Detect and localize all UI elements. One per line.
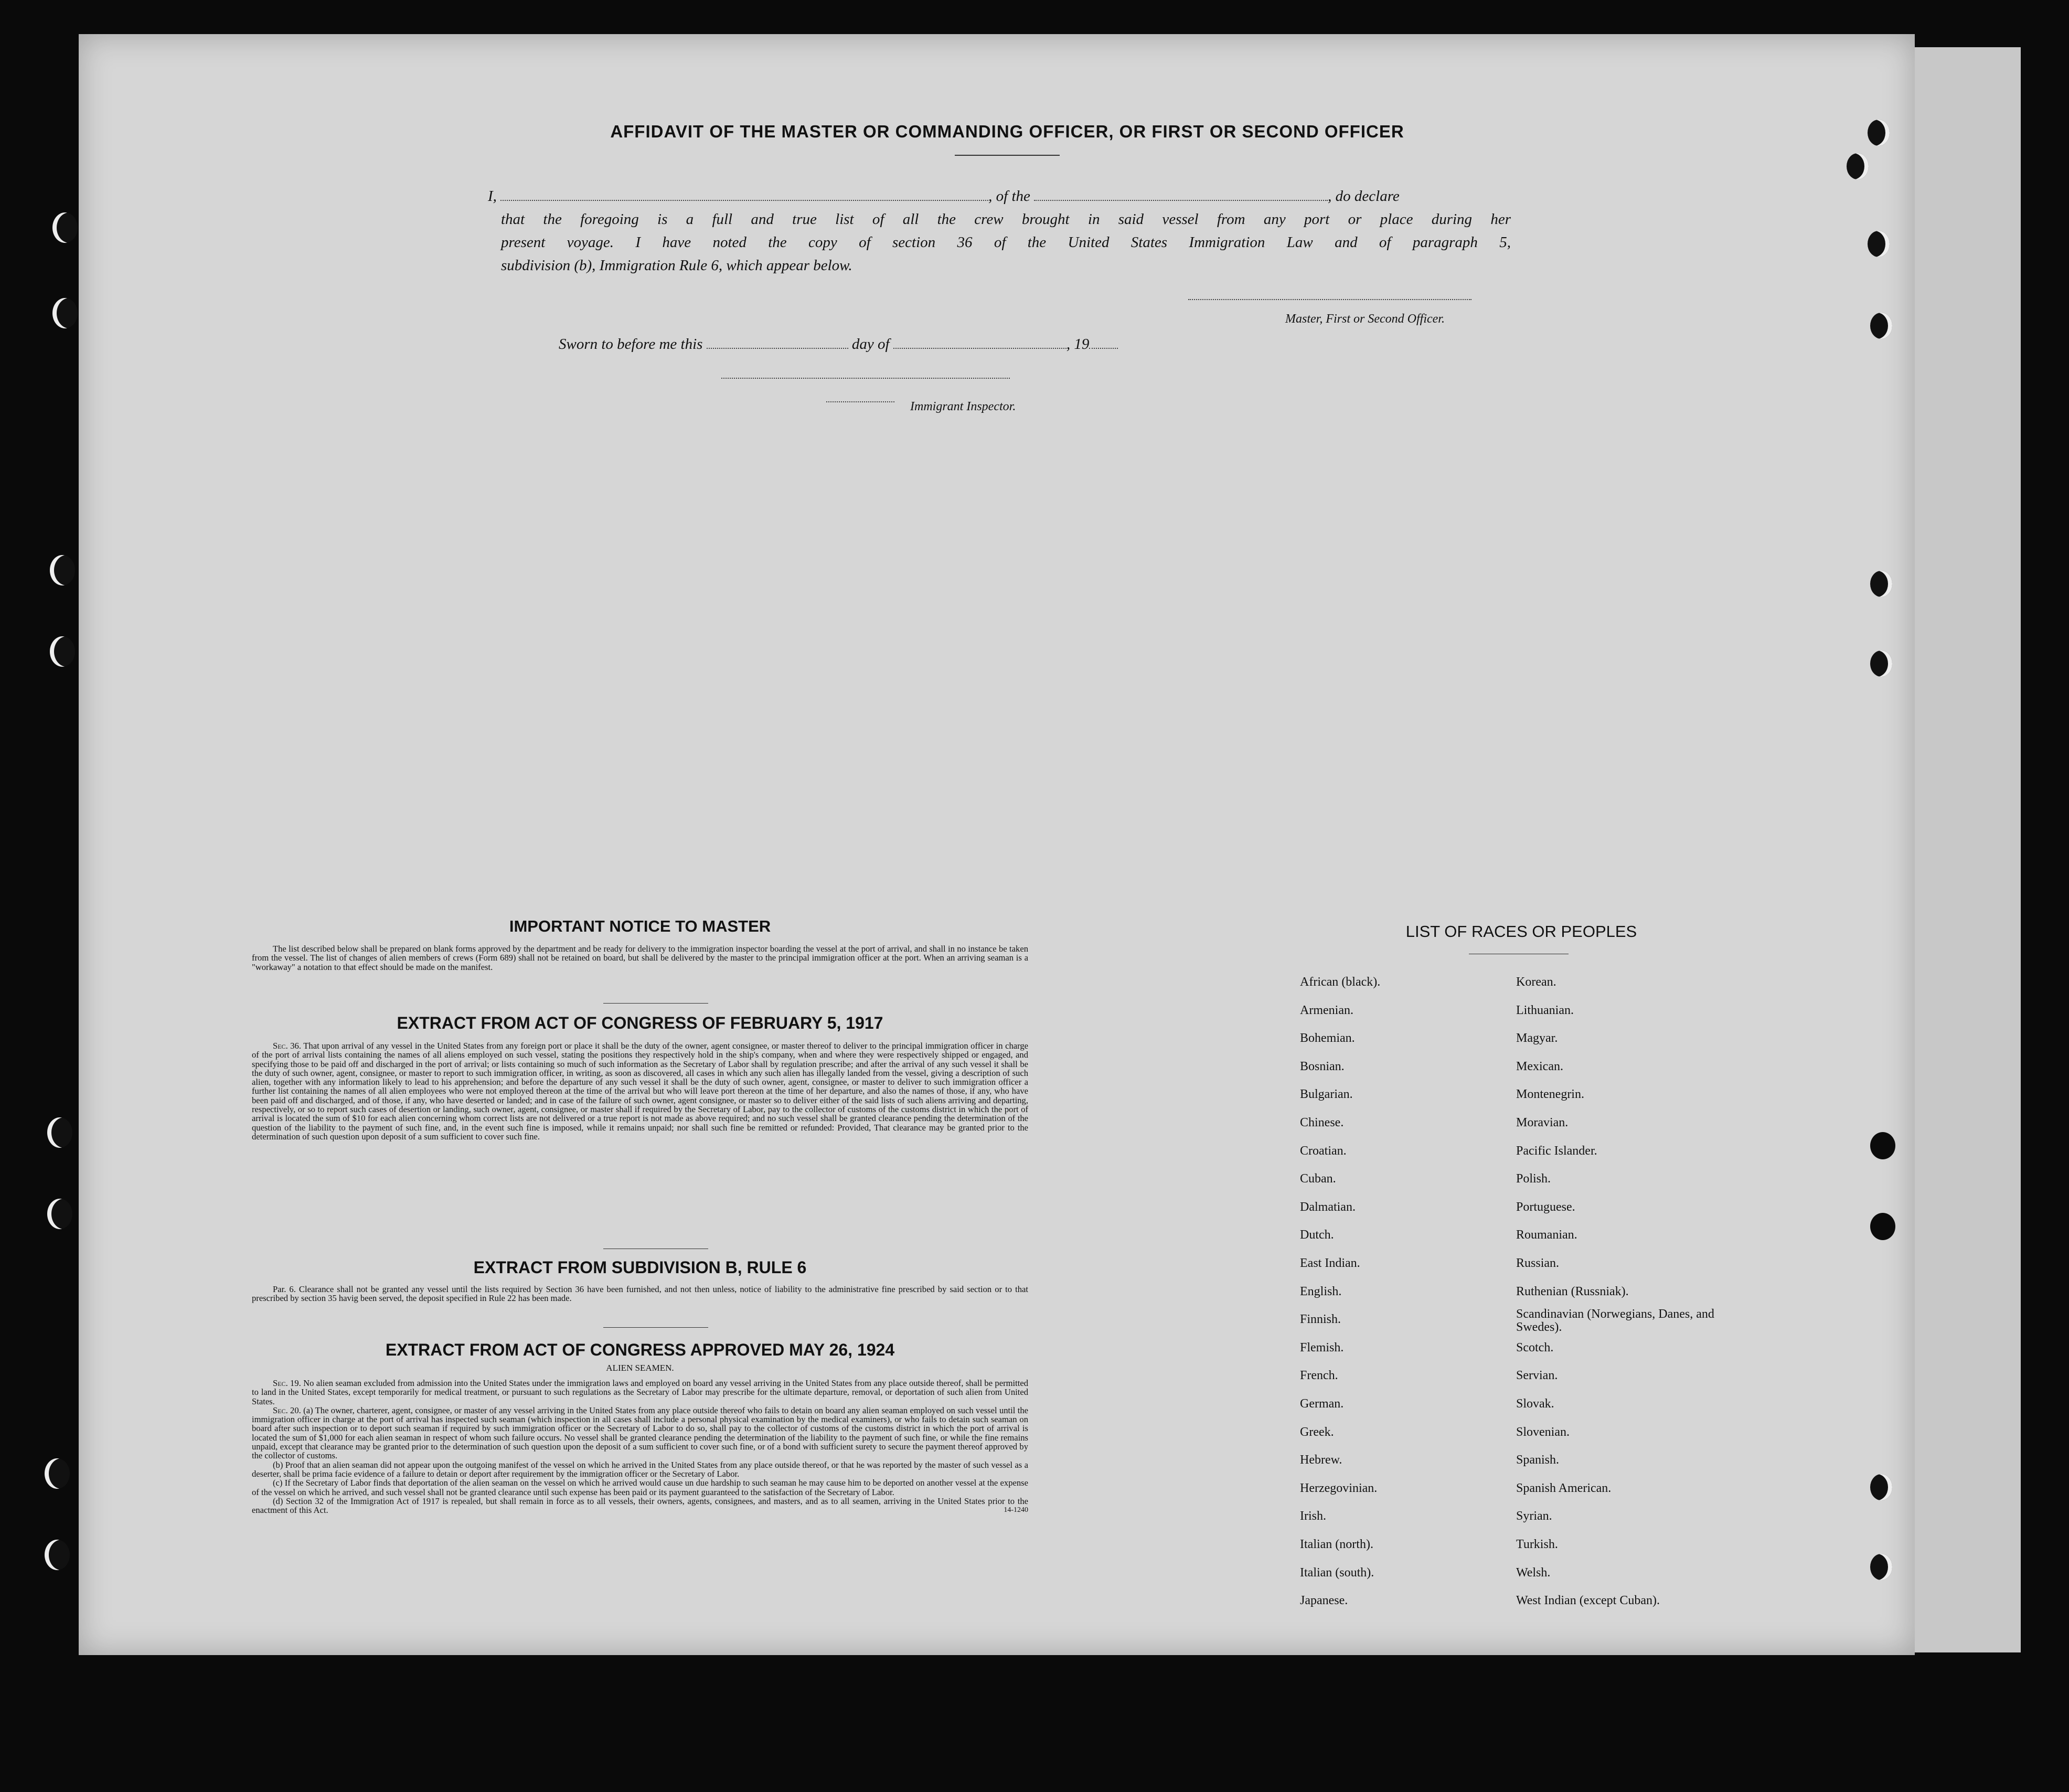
race-item: Italian (north). — [1300, 1538, 1373, 1551]
binder-hole — [50, 636, 75, 667]
binder-hole — [1870, 1132, 1895, 1159]
extract-rule6-text — [252, 1285, 1028, 1303]
race-item: Portuguese. — [1516, 1200, 1575, 1214]
binder-hole — [1870, 1213, 1895, 1240]
binder-hole — [50, 555, 75, 585]
race-item: French. — [1300, 1369, 1338, 1383]
race-item: Spanish. — [1516, 1453, 1560, 1467]
race-item: Bulgarian. — [1300, 1087, 1353, 1102]
race-item: Italian (south). — [1300, 1565, 1374, 1580]
race-item: Scotch. — [1516, 1340, 1554, 1354]
race-item: Turkish. — [1516, 1538, 1558, 1551]
race-item: Korean. — [1516, 975, 1556, 989]
sec-20a-text: (a) The owner, charterer, agent, consignee, or master of any vessel arriving in the United States from any place outside thereof who fails to detain on board any alien seaman employed on such vessel until the immigration officer in charge at the port of arrival has inspected such seaman (which inspection in all cases shall include a personal physical examination by the medical examiners), or who fails to detain such seaman on board after such inspection or to deport such seaman if required by such immigration officer or the Secretary of Labor to do so, shall pay to the collector of customs of the customs district in which the port of arrival is located the sum of $1,000 for each alien seaman in respect of whom such failure occurs. No vessel shall be granted clearance pending the determination of the liability to the payment of such fine, or while the fine remains unpaid, except that clearance may be granted prior to the determination of such question upon the deposit of a sum sufficient to cover such fine, or of a bond with sufficient surety to secure the payment thereof approved by the collector of customs. — [252, 1405, 1028, 1461]
master-signature-field[interactable] — [1188, 299, 1471, 300]
section-rule — [603, 1003, 708, 1004]
sec-20-label: Sec. 20. — [273, 1405, 301, 1415]
month-field[interactable] — [893, 348, 1067, 349]
races-title: LIST OF RACES OR PEOPLES — [1405, 922, 1637, 941]
rule6-paragraph: Par. 6. Clearance shall not be granted any vessel until the lists required by Section 36 have been furnished, and not then unless, notice of liability to the administrative fine prescribed by said section or to that prescribed by section 35 havig been served, the deposit specified in Rule 22 has been made. — [252, 1284, 1028, 1304]
year-field[interactable] — [1089, 348, 1118, 349]
do-declare-label: , do declare — [1328, 188, 1400, 205]
notice-title: IMPORTANT NOTICE TO MASTER — [509, 917, 771, 935]
sec-20b-text: (b) Proof that an alien seaman did not appear upon the outgoing manifest of the vessel on which he arrived in the United States from any place outside thereof, or that he was reported by the master of such vessel as a deserter, shall be prima facie evidence of a failure to detain or deport after requirement by the immigration officer or the Secretary of Labor. — [252, 1459, 1028, 1479]
binder-hole — [1868, 231, 1890, 257]
affidavit-body-line-1: that the foregoing is a full and true list of all the crew brought in said vessel from any port or place during her — [501, 211, 1511, 228]
race-item: Cuban. — [1300, 1172, 1336, 1186]
race-item: Greek. — [1300, 1425, 1334, 1439]
race-item: Lithuanian. — [1516, 1003, 1574, 1017]
sec-19-text: No alien seaman excluded from admission into the United States under the immigration laws and employed on board any vessel arriving in the United States from any place outside thereof, shall be permitted to land in the United States, except temporarily for medical treatment, or pursuant to such regulations as the Secretary of Labor may prescribe for the ultimate departure, removal, or deportation of such alien from United States. — [252, 1378, 1029, 1406]
binder-hole — [1870, 1474, 1892, 1500]
race-item: African (black). — [1300, 975, 1381, 989]
race-item: Spanish American. — [1516, 1481, 1612, 1495]
inspector-signature-field[interactable] — [721, 378, 1010, 379]
race-item: Hebrew. — [1300, 1453, 1342, 1467]
race-item: Syrian. — [1516, 1509, 1552, 1523]
race-item: Irish. — [1300, 1509, 1326, 1523]
affidavit-title: AFFIDAVIT OF THE MASTER OR COMMANDING OFFICER, OR FIRST OR SECOND OFFICER — [610, 122, 1404, 141]
race-item: Magyar. — [1516, 1031, 1558, 1046]
race-item: Chinese. — [1300, 1116, 1344, 1129]
race-item: English. — [1300, 1284, 1342, 1298]
race-item: Russian. — [1516, 1256, 1560, 1270]
i-label: I, — [488, 188, 497, 205]
year-label: , 19 — [1066, 336, 1090, 353]
race-item: Japanese. — [1300, 1594, 1348, 1608]
section-rule — [603, 1327, 708, 1328]
inspector-caption: Immigrant Inspector. — [910, 400, 1016, 413]
race-item: Ruthenian (Russniak). — [1516, 1284, 1629, 1298]
race-item: Herzegovinian. — [1300, 1481, 1378, 1495]
vessel-field[interactable] — [1034, 200, 1328, 201]
race-item: Bosnian. — [1300, 1059, 1345, 1073]
notice-paragraph: The list described below shall be prepared on blank forms approved by the department and be ready for delivery to the immigration inspector boarding the vessel at the port of arrival, and shall in no instance be taken from the vessel. The list of changes of alien members of crews (Form 689) shall not be retained on board, but shall be delivered by the master to the principal immigration officer at the port. When an arriving seaman is a "workaway" a notation to that effect should be made on the manifest. — [252, 944, 1028, 972]
extract-1917-title: EXTRACT FROM ACT OF CONGRESS OF FEBRUARY 5, 1917 — [397, 1014, 883, 1032]
race-item: Welsh. — [1516, 1565, 1551, 1580]
binder-hole — [47, 1117, 72, 1148]
underlying-page-edge — [1899, 47, 2021, 1652]
binder-hole — [52, 212, 78, 243]
binder-hole — [1870, 571, 1892, 597]
binder-hole — [47, 1199, 72, 1229]
inspector-dots — [826, 401, 894, 402]
binder-hole — [52, 298, 78, 328]
race-item: Montenegrin. — [1516, 1087, 1584, 1102]
sec-36-text: That upon arrival of any vessel in the United States from any foreign port or place it shall be the duty of the owner, agent consignee, or master thereof to deliver to the principal immigration officer in charge of the port of arrival lists containing the names of all aliens employed on such vessel, stating the positions they respectively hold in the ship's company, when and where they were respectively shipped or engaged, and specifying those to be paid off and discharged in the port of arrival; or lists containing so much of such information as the Secretary of Labor shall by regulation prescribe; and after the arrival of any such vessel it shall be the duty of such owner, agent, consignee, or master to report to such immigration officer, in writing, as soon as discovered, all cases in which any such alien has illegally landed from the vessel, giving a description of such alien, together with any information likely to lead to his apprehension; and before the departure of any such vessel it shall be the duty of such owner, agent, consignee, or master to deliver to such immigration officer a further list containing the names of all alien employees who were not employed thereon at the time of the arrival but who will leave port thereon at the time of her departure, and also the names of those, if any, who have been paid off and discharged, and of those, if any, who have deserted or landed; and in case of the failure of such owner, agent consignee, or master so to deliver either of the said lists of such aliens arriving and departing, respectively, or so to report such cases of desertion or landing, such owner, agent, consignee, or master shall if required by the Secretary of Labor, pay to the collector of customs of the customs district in which the port of arrival is located the sum of $10 for each alien concerning whom correct lists are not delivered or a true report is not made as above required; and no such vessel shall be granted clearance pending the determination of the question of the liability to the payment of such fine, and, in the event such fine is imposed, while it remains unpaid; nor shall such fine be remitted or refunded: Provided, That clearance may be granted prior to the determination of such question upon deposit of a sum sufficient to cover such fine. — [252, 1041, 1029, 1142]
sec-36-label: Sec. 36. — [273, 1041, 302, 1051]
of-the-label: , of the — [988, 188, 1030, 205]
race-item: Slovak. — [1516, 1397, 1554, 1411]
race-item: Pacific Islander. — [1516, 1144, 1597, 1158]
extract-1924-text — [252, 1379, 1028, 1514]
binder-hole — [1870, 650, 1892, 677]
race-item: Roumanian. — [1516, 1228, 1577, 1242]
race-item: Armenian. — [1300, 1003, 1353, 1017]
race-item: Servian. — [1516, 1369, 1558, 1383]
binder-hole — [1870, 1554, 1892, 1580]
race-item: Slovenian. — [1516, 1425, 1570, 1439]
affidavit-body-line-2: present voyage. I have noted the copy of section 36 of the United States Immigration Law and of paragraph 5, — [501, 234, 1511, 251]
sec-20c-text: (c) If the Secretary of Labor finds that deportation of the alien seaman on the vessel on which he arrived would cause un due hardship to such seaman he may cause him to be deported on another vessel at the expense of the vessel on which he arrived, and such vessel shall not be granted clearance until such expense has been paid or its payment guaranteed to the satisfaction of the Secretary of Labor. — [252, 1478, 1028, 1497]
sworn-label: Sworn to before me this — [559, 336, 703, 353]
day-of-label: day of — [851, 336, 890, 353]
race-item: Dutch. — [1300, 1228, 1334, 1242]
sec-20d-text: (d) Section 32 of the Immigration Act of 1917 is repealed, but shall remain in force as to all vessels, their owners, agents, consignees, and masters, and as to all seamen, arriving in the United States prior to the enactment of this Act. — [252, 1496, 1028, 1516]
race-item: Mexican. — [1516, 1059, 1563, 1073]
extract-1924-title: EXTRACT FROM ACT OF CONGRESS APPROVED MAY 26, 1924 — [385, 1340, 895, 1359]
form-number: 14-1240 — [1004, 1506, 1028, 1514]
notice-text — [252, 944, 1028, 972]
affidavit-declaration-line — [488, 188, 1516, 205]
affidavit-body-line-3: subdivision (b), Immigration Rule 6, which appear below. — [501, 257, 852, 274]
sec-19-label: Sec. 19. — [273, 1378, 301, 1388]
race-item: German. — [1300, 1397, 1344, 1411]
binder-hole — [1847, 153, 1869, 179]
day-field[interactable] — [707, 348, 848, 349]
race-item: Bohemian. — [1300, 1031, 1355, 1046]
race-item: Dalmatian. — [1300, 1200, 1356, 1214]
race-item: Moravian. — [1516, 1116, 1569, 1129]
race-item: Finnish. — [1300, 1313, 1341, 1327]
alien-seamen-subtitle: ALIEN SEAMEN. — [606, 1363, 674, 1373]
binder-hole — [1870, 313, 1892, 339]
race-item: West Indian (except Cuban). — [1516, 1594, 1660, 1608]
race-item: Flemish. — [1300, 1340, 1344, 1354]
binder-hole — [45, 1458, 70, 1489]
binder-hole — [45, 1540, 70, 1570]
sworn-line — [559, 336, 1293, 353]
master-caption: Master, First or Second Officer. — [1285, 312, 1445, 326]
race-item: East Indian. — [1300, 1256, 1360, 1270]
race-item: Polish. — [1516, 1172, 1551, 1186]
race-item: Scandinavian (Norwegians, Danes, and Swedes). — [1516, 1307, 1714, 1335]
title-rule — [955, 155, 1060, 156]
extract-rule6-title: EXTRACT FROM SUBDIVISION B, RULE 6 — [473, 1258, 807, 1277]
extract-1917-text — [252, 1041, 1028, 1141]
binder-hole — [1868, 120, 1890, 146]
race-item: Croatian. — [1300, 1144, 1347, 1158]
name-field[interactable] — [500, 200, 988, 201]
